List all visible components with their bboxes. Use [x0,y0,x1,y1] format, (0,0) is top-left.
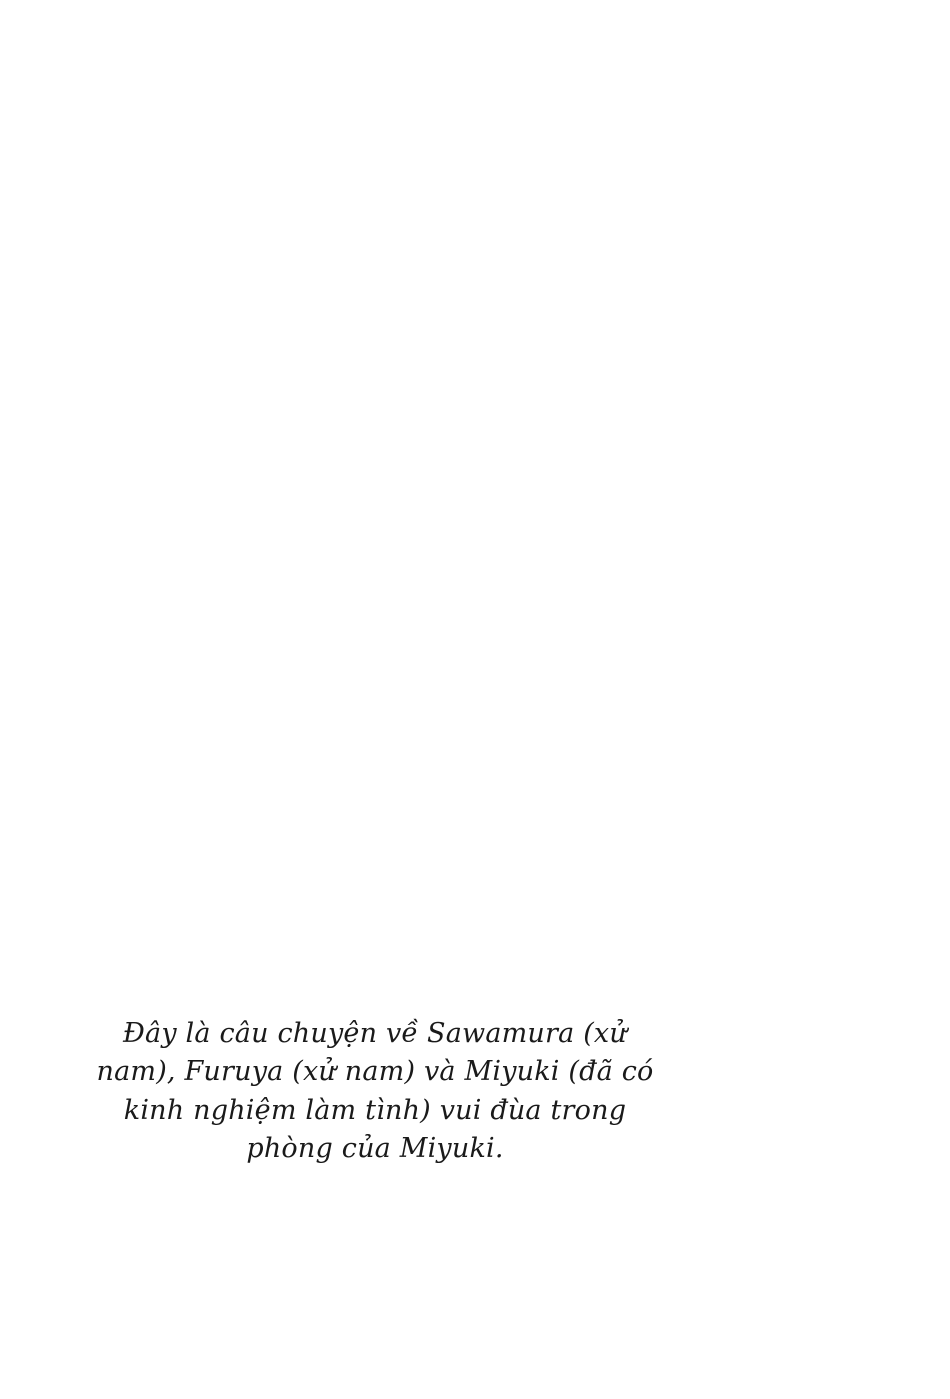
story-caption-text: Đây là câu chuyện về Sawamura (xử nam), Furuya (xử nam) và Miyuki (đã có kinh nghiệm làm tình) vui đùa trong phòng của Miyuki. [96,1018,654,1164]
